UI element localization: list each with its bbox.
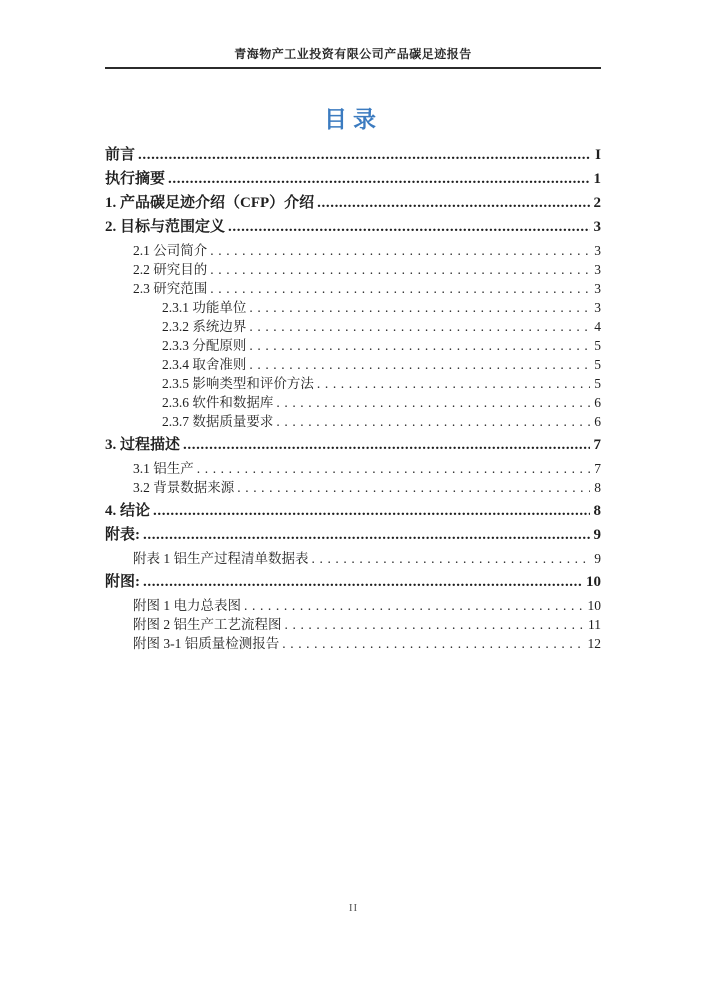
toc-entry — [105, 260, 601, 279]
dot-leader — [183, 436, 589, 455]
toc-entry-label: 附表 1 铝生产过程清单数据表 — [133, 551, 309, 566]
toc-entry — [105, 393, 601, 412]
toc-entry — [105, 573, 601, 592]
dot-leader — [138, 146, 591, 165]
footer-page-number: II — [348, 902, 359, 914]
toc-entry-label: 4. 结论 — [105, 503, 151, 519]
toc-entry-label: 附表: — [105, 527, 140, 543]
dot-leader — [210, 279, 590, 298]
dot-leader — [317, 194, 589, 213]
toc-page-number: 3 — [594, 243, 601, 258]
toc-entry-label: 前言 — [105, 147, 136, 163]
toc-entry — [105, 279, 601, 298]
toc-entry — [105, 549, 601, 568]
toc-page-number: 5 — [594, 338, 601, 353]
toc-entry-label: 2. 目标与范围定义 — [105, 219, 226, 235]
toc-entry-label: 2.2 研究目的 — [133, 262, 208, 277]
header-title: 青海物产工业投资有限公司产品碳足迹报告 — [234, 47, 472, 61]
dot-leader — [210, 260, 590, 279]
toc-entry-label: 2.3.6 软件和数据库 — [162, 395, 274, 410]
toc-entry — [105, 502, 601, 521]
toc-page-number: 7 — [593, 437, 601, 453]
toc-entry — [105, 218, 601, 237]
toc-entry-label: 附图 2 铝生产工艺流程图 — [133, 617, 282, 632]
page-header — [105, 0, 601, 69]
toc-entry — [105, 241, 601, 260]
toc-entry — [105, 596, 601, 615]
dot-leader — [249, 317, 590, 336]
toc-page-number: 2 — [593, 195, 601, 211]
toc-entry — [105, 615, 601, 634]
dot-leader — [249, 355, 590, 374]
toc-entry-label: 3.2 背景数据来源 — [133, 480, 235, 495]
dot-leader — [312, 549, 591, 568]
toc-page-number: 8 — [594, 480, 601, 495]
toc-entry — [105, 317, 601, 336]
toc-entry-label: 1. 产品碳足迹介绍（CFP）介绍 — [105, 195, 315, 211]
toc-page-number: I — [595, 147, 601, 163]
toc-page-number: 10 — [587, 598, 601, 613]
toc-entry-label: 附图 1 电力总表图 — [133, 598, 241, 613]
dot-leader — [276, 412, 590, 431]
toc-page-number: 3 — [594, 300, 601, 315]
dot-leader — [285, 615, 585, 634]
toc-entry — [105, 355, 601, 374]
dot-leader — [143, 526, 590, 545]
toc-entry — [105, 336, 601, 355]
toc-entry-label: 2.3.2 系统边界 — [162, 319, 247, 334]
toc-entry — [105, 436, 601, 455]
dot-leader — [244, 596, 584, 615]
toc-page-number: 4 — [594, 319, 601, 334]
toc-entry-label: 附图 3-1 铝质量检测报告 — [133, 636, 280, 651]
dot-leader — [249, 298, 590, 317]
toc-entry-label: 执行摘要 — [105, 171, 166, 187]
toc-page-number: 7 — [594, 461, 601, 476]
toc-page-number: 6 — [594, 414, 601, 429]
dot-leader — [210, 241, 590, 260]
toc-page-number: 9 — [593, 527, 601, 543]
toc-page-number: 12 — [587, 636, 601, 651]
dot-leader — [143, 573, 582, 592]
toc-entry — [105, 298, 601, 317]
toc-page-number: 11 — [588, 617, 601, 632]
toc-entry — [105, 146, 601, 165]
toc-entry-label: 2.3.5 影响类型和评价方法 — [162, 376, 314, 391]
toc-page-number: 3 — [594, 262, 601, 277]
toc-entry-label: 2.1 公司简介 — [133, 243, 208, 258]
dot-leader — [237, 478, 590, 497]
dot-leader — [228, 218, 589, 237]
toc-entry-label: 2.3 研究范围 — [133, 281, 208, 296]
toc-entry — [105, 634, 601, 653]
toc-page-number: 10 — [586, 574, 601, 590]
toc-page-number: 3 — [594, 281, 601, 296]
dot-leader — [317, 374, 590, 393]
dot-leader — [197, 459, 591, 478]
toc-entry-label: 3.1 铝生产 — [133, 461, 194, 476]
toc-entry-label: 2.3.7 数据质量要求 — [162, 414, 274, 429]
dot-leader — [282, 634, 583, 653]
toc-page-number: 6 — [594, 395, 601, 410]
toc-page-number: 1 — [593, 171, 601, 187]
toc-page-number: 3 — [593, 219, 601, 235]
dot-leader — [249, 336, 590, 355]
dot-leader — [276, 393, 590, 412]
toc-entry — [105, 194, 601, 213]
toc-entry-label: 2.3.1 功能单位 — [162, 300, 247, 315]
toc-page-number: 9 — [594, 551, 601, 566]
toc-entry — [105, 526, 601, 545]
toc-title: 目录 — [324, 107, 382, 132]
toc-entry — [105, 412, 601, 431]
toc-entry — [105, 478, 601, 497]
toc-entry-label: 附图: — [105, 574, 140, 590]
toc-entry-label: 2.3.4 取舍准则 — [162, 357, 247, 372]
table-of-contents — [105, 146, 601, 653]
header-rule — [105, 67, 601, 69]
toc-page-number: 5 — [594, 376, 601, 391]
toc-page-number: 8 — [593, 503, 601, 519]
dot-leader — [153, 502, 589, 521]
toc-entry-label: 3. 过程描述 — [105, 437, 181, 453]
toc-entry — [105, 459, 601, 478]
toc-entry — [105, 170, 601, 189]
toc-page-number: 5 — [594, 357, 601, 372]
toc-entry-label: 2.3.3 分配原则 — [162, 338, 247, 353]
dot-leader — [168, 170, 589, 189]
toc-entry — [105, 374, 601, 393]
